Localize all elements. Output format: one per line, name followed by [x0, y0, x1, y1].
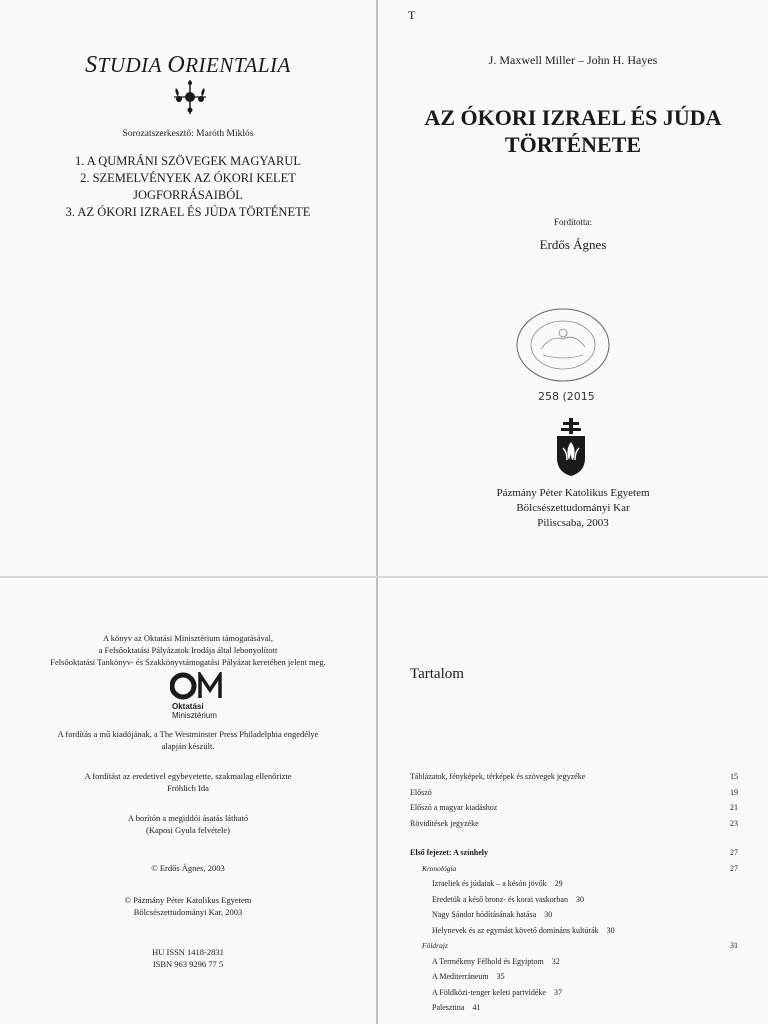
table-of-contents [410, 772, 738, 1019]
om-logo-icon [170, 672, 240, 700]
toc-item [410, 1003, 738, 1019]
permission-note [20, 728, 356, 752]
toc-item-page: 32 [551, 956, 560, 966]
series-title-part-2: RIENTALIA [185, 53, 291, 77]
reviewer-line: A fordítást az eredetivel egybevetette, szakmailag ellenőrizte [84, 771, 292, 781]
toc-item-title: A Földközi-tenger keleti partvidéke [432, 987, 546, 997]
toc-entry [410, 788, 738, 804]
copyright-translator: © Erdős Ágnes, 2003 [151, 863, 225, 873]
series-list-item: 2. SZEMELVÉNYEK AZ ÓKORI KELET [80, 171, 296, 185]
toc-item-page: 30 [544, 910, 553, 919]
publisher-line: Pázmány Péter Katolikus Egyetem [496, 487, 650, 499]
reviewer-line: Fröhlich Ida [167, 783, 209, 793]
support-line: a Felsőoktatási Pályázatok Irodája által lebonyolított [98, 645, 278, 655]
toc-entry [410, 803, 738, 819]
toc-entry-page: 31 [730, 941, 738, 950]
university-crest-icon [554, 418, 588, 478]
toc-item-title: Izraeliek és júdaiak – a késón jövők [432, 879, 547, 888]
toc-entry-page: 19 [730, 787, 738, 797]
publisher [378, 486, 768, 531]
authors: J. Maxwell Miller – John H. Hayes [488, 53, 658, 67]
permission-line: A fordítás a mű kiadójának, a The Westminster Press Philadelphia engedélye [57, 729, 319, 739]
permission-line: alapján készült. [161, 741, 215, 751]
toc-entry-page: 23 [730, 818, 738, 828]
toc-item [410, 957, 738, 973]
toc-entry-title: Előszó [410, 787, 432, 797]
copyright-publisher [20, 894, 356, 918]
toc-entry-title: Előszó a magyar kiadáshoz [410, 803, 498, 812]
toc-item [410, 988, 738, 1004]
copyright-line: Bölcsészettudományi Kar, 2003 [133, 907, 243, 917]
book-title [378, 104, 768, 158]
toc-section [410, 864, 738, 880]
contents-page [378, 578, 768, 1024]
toc-entry-page: 27 [730, 863, 738, 873]
toc-entry-page: 21 [730, 803, 738, 812]
copyright-line: © Pázmány Péter Katolikus Egyetem [124, 895, 252, 905]
series-title-initial-2: O [167, 52, 186, 78]
support-line: Felsőoktatási Tankönyv- és Szakkönyvtámogatási Pályázat keretében jelent meg. [50, 657, 326, 667]
toc-section [410, 941, 738, 957]
toc-item-page: 30 [575, 894, 584, 904]
toc-item [410, 926, 738, 942]
publisher-line: Piliscsaba, 2003 [537, 517, 609, 529]
toc-item-title: Palesztina [432, 1003, 465, 1012]
issn-line: HU ISSN 1418-2831 [152, 947, 224, 957]
series-page [0, 0, 376, 576]
om-caption-line: Oktatási [172, 702, 204, 711]
series-title-part-1: TUDIA [97, 53, 162, 77]
ornament-icon [170, 78, 210, 116]
om-caption-line: Minisztérium [172, 711, 217, 720]
library-stamp-icon [513, 305, 613, 385]
handwritten-note: 258 (2015 [538, 390, 595, 403]
toc-item [410, 972, 738, 988]
om-caption [172, 702, 217, 720]
toc-item [410, 910, 738, 926]
support-line: A könyv az Oktatási Minisztérium támogatásával, [103, 633, 273, 643]
toc-item-page: 37 [553, 987, 562, 997]
toc-heading: Tartalom [410, 666, 464, 682]
translator-label: Fordította: [554, 217, 592, 227]
toc-section-title: Kronológia [422, 863, 457, 873]
cover-line: (Kaposi Gyula felvétele) [145, 825, 231, 835]
toc-entry [410, 772, 738, 788]
toc-item-title: Helynevek és az egymást követő domináns kultúrák [432, 925, 599, 935]
series-title [0, 52, 376, 79]
book-title-line: TÖRTÉNETE [504, 132, 642, 157]
toc-chapter [410, 848, 738, 864]
toc-item [410, 895, 738, 911]
toc-item-title: A Mediterráneum [432, 972, 489, 981]
toc-item-title: Nagy Sándor hódításának hatása [432, 910, 537, 919]
toc-entry-title: Táblázatok, fényképek, térképek és szövegek jegyzéke [410, 772, 586, 781]
toc-item-page: 41 [472, 1003, 481, 1012]
toc-item-title: A Termékeny Félhold és Egyiptom [432, 956, 544, 966]
toc-entry-page: 27 [730, 848, 738, 857]
toc-section-title: Földrajz [422, 941, 448, 950]
isbn-line: ISBN 963 9296 77 5 [152, 959, 224, 969]
toc-item-title: Eredetük a késő bronz- és korai vaskorban [432, 894, 568, 904]
support-statement [20, 632, 356, 668]
cover-line: A borítón a megiddói ásatás látható [127, 813, 249, 823]
toc-entry-page: 15 [730, 772, 738, 781]
book-title-line: AZ ÓKORI IZRAEL ÉS JÚDA [424, 105, 722, 130]
cover-note [20, 812, 356, 836]
series-list-item: JOGFORRÁSAIBÓL [133, 188, 243, 202]
isbn-block [20, 946, 356, 970]
title-page [378, 0, 768, 576]
corner-mark: T [408, 8, 416, 22]
series-list [40, 153, 336, 221]
toc-chapter-title: Első fejezet: A színhely [410, 848, 488, 857]
toc-item-page: 30 [606, 925, 615, 935]
toc-item [410, 879, 738, 895]
series-title-initial-1: S [85, 52, 98, 78]
publisher-line: Bölcsészettudományi Kar [516, 502, 630, 514]
toc-entry [410, 819, 738, 835]
toc-item-page: 29 [554, 879, 563, 888]
toc-item-page: 35 [496, 972, 505, 981]
series-list-item: 3. AZ ÓKORI IZRAEL ÉS JÚDA TÖRTÉNETE [65, 205, 311, 219]
series-editor: Sorozatszerkesztő: Maróth Miklós [122, 129, 254, 139]
series-list-item: 1. A QUMRÁNI SZÖVEGEK MAGYARUL [74, 154, 302, 168]
toc-entry-title: Rövidítések jegyzéke [410, 818, 479, 828]
translator-name: Erdős Ágnes [539, 237, 607, 252]
imprint-page [0, 578, 376, 1024]
reviewer-note [20, 770, 356, 794]
